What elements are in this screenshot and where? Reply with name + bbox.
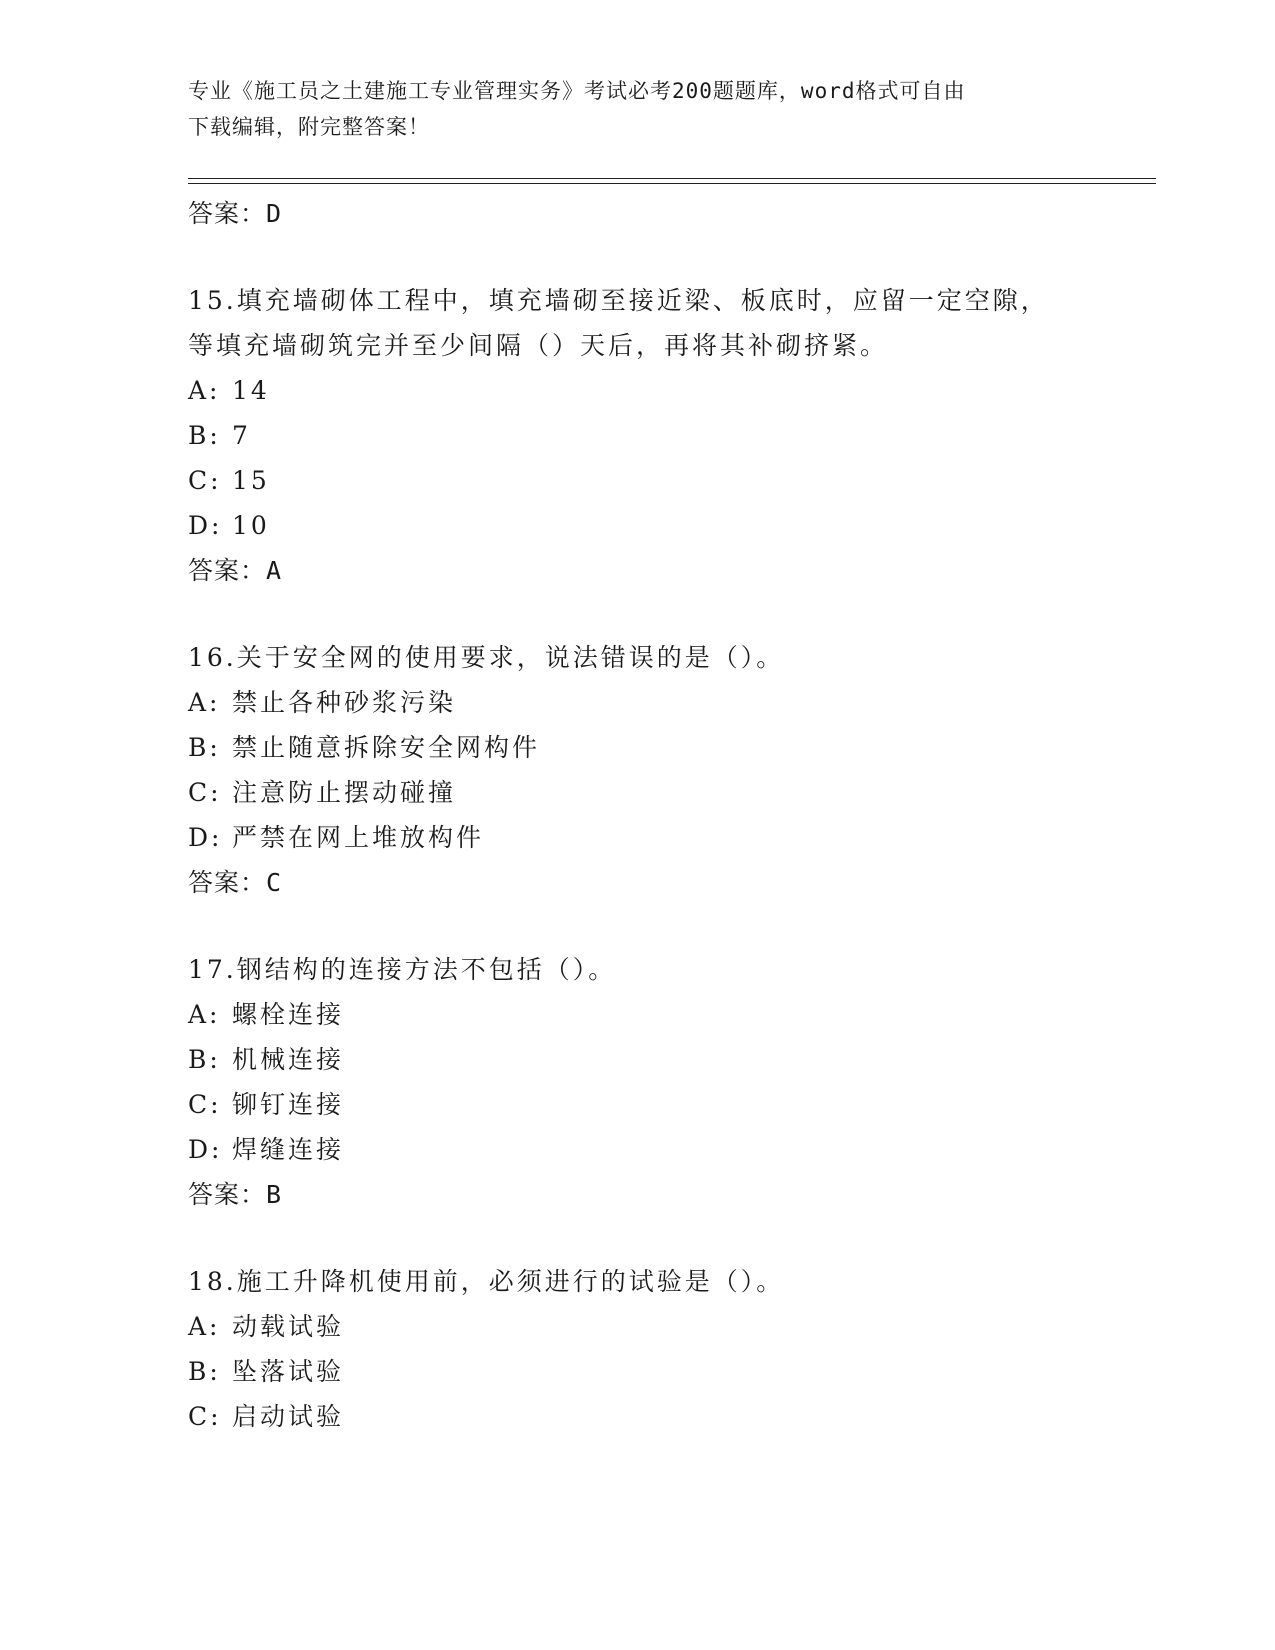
question-text-line-1: 施工升降机使用前，必须进行的试验是（）。 <box>236 1267 785 1296</box>
header-divider-bottom <box>188 183 1156 184</box>
option-text: 动载试验 <box>232 1312 345 1341</box>
option-c <box>188 1394 1088 1439</box>
question-15 <box>188 278 1088 593</box>
option-letter: C: <box>188 466 222 495</box>
option-letter: B: <box>188 1357 221 1386</box>
header-title-line-1: 专业《施工员之土建施工专业管理实务》考试必考200题题库，word格式可自由 <box>188 79 966 103</box>
option-text: 机械连接 <box>232 1045 345 1074</box>
answer-value: B <box>266 1180 283 1209</box>
question-16 <box>188 635 1088 905</box>
option-letter: A: <box>188 688 221 717</box>
answer-label: 答案： <box>188 556 267 585</box>
option-b <box>188 413 1088 458</box>
option-b <box>188 725 1088 770</box>
option-text: 启动试验 <box>232 1402 345 1431</box>
answer-label: 答案： <box>188 199 267 228</box>
question-stem <box>188 278 1088 323</box>
answer-value: C <box>266 868 283 897</box>
answer-label: 答案： <box>188 1180 267 1209</box>
question-number: 17. <box>188 955 237 984</box>
option-a <box>188 368 1088 413</box>
header-title-line-2: 下载编辑，附完整答案！ <box>188 115 430 139</box>
option-b <box>188 1037 1088 1082</box>
question-17 <box>188 947 1088 1217</box>
question-number: 16. <box>188 643 237 672</box>
option-text: 10 <box>232 511 270 540</box>
option-b <box>188 1349 1088 1394</box>
option-letter: A: <box>188 1312 221 1341</box>
spacer <box>188 593 1088 635</box>
option-text: 15 <box>232 466 270 495</box>
question-stem <box>188 1259 1088 1304</box>
option-letter: A: <box>188 1000 221 1029</box>
option-text: 注意防止摆动碰撞 <box>232 778 457 807</box>
question-number: 15. <box>188 286 237 315</box>
question-stem-continued <box>188 323 1088 368</box>
option-a <box>188 680 1088 725</box>
answer-value: A <box>266 556 283 585</box>
question-text-line-1: 填充墙砌体工程中，填充墙砌至接近梁、板底时，应留一定空隙， <box>236 286 1049 315</box>
option-a <box>188 992 1088 1037</box>
question-number: 18. <box>188 1267 237 1296</box>
option-d <box>188 1127 1088 1172</box>
question-stem <box>188 947 1088 992</box>
option-letter: D: <box>188 823 223 852</box>
option-letter: D: <box>188 1135 223 1164</box>
option-text: 14 <box>232 376 270 405</box>
option-letter: B: <box>188 421 221 450</box>
answer-label: 答案： <box>188 868 267 897</box>
question-answer <box>188 860 1088 905</box>
question-list <box>188 191 1088 1439</box>
option-letter: C: <box>188 1402 222 1431</box>
option-d <box>188 815 1088 860</box>
spacer <box>188 905 1088 947</box>
option-text: 严禁在网上堆放构件 <box>232 823 485 852</box>
answer-value: D <box>266 199 283 228</box>
option-a <box>188 1304 1088 1349</box>
question-text-line-1: 钢结构的连接方法不包括（）。 <box>236 955 617 984</box>
option-text: 焊缝连接 <box>232 1135 345 1164</box>
header-divider-top <box>188 178 1156 179</box>
question-stem <box>188 635 1088 680</box>
question-18 <box>188 1259 1088 1439</box>
spacer <box>188 1217 1088 1259</box>
option-c <box>188 770 1088 815</box>
option-letter: A: <box>188 376 221 405</box>
question-answer <box>188 548 1088 593</box>
option-c <box>188 1082 1088 1127</box>
option-text: 禁止各种砂浆污染 <box>232 688 457 717</box>
option-letter: C: <box>188 778 222 807</box>
question-text-line-2: 等填充墙砌筑完并至少间隔（）天后，再将其补砌挤紧。 <box>188 331 889 360</box>
option-text: 7 <box>232 421 251 450</box>
question-answer <box>188 1172 1088 1217</box>
option-text: 坠落试验 <box>232 1357 345 1386</box>
option-letter: B: <box>188 1045 221 1074</box>
option-d <box>188 503 1088 548</box>
document-header <box>188 73 1088 145</box>
option-letter: D: <box>188 511 223 540</box>
spacer <box>188 236 1088 278</box>
option-text: 螺栓连接 <box>232 1000 345 1029</box>
question-text-line-1: 关于安全网的使用要求，说法错误的是（）。 <box>236 643 785 672</box>
previous-answer <box>188 191 1088 236</box>
option-text: 铆钉连接 <box>232 1090 345 1119</box>
option-letter: B: <box>188 733 221 762</box>
option-letter: C: <box>188 1090 222 1119</box>
option-text: 禁止随意拆除安全网构件 <box>232 733 541 762</box>
option-c <box>188 458 1088 503</box>
